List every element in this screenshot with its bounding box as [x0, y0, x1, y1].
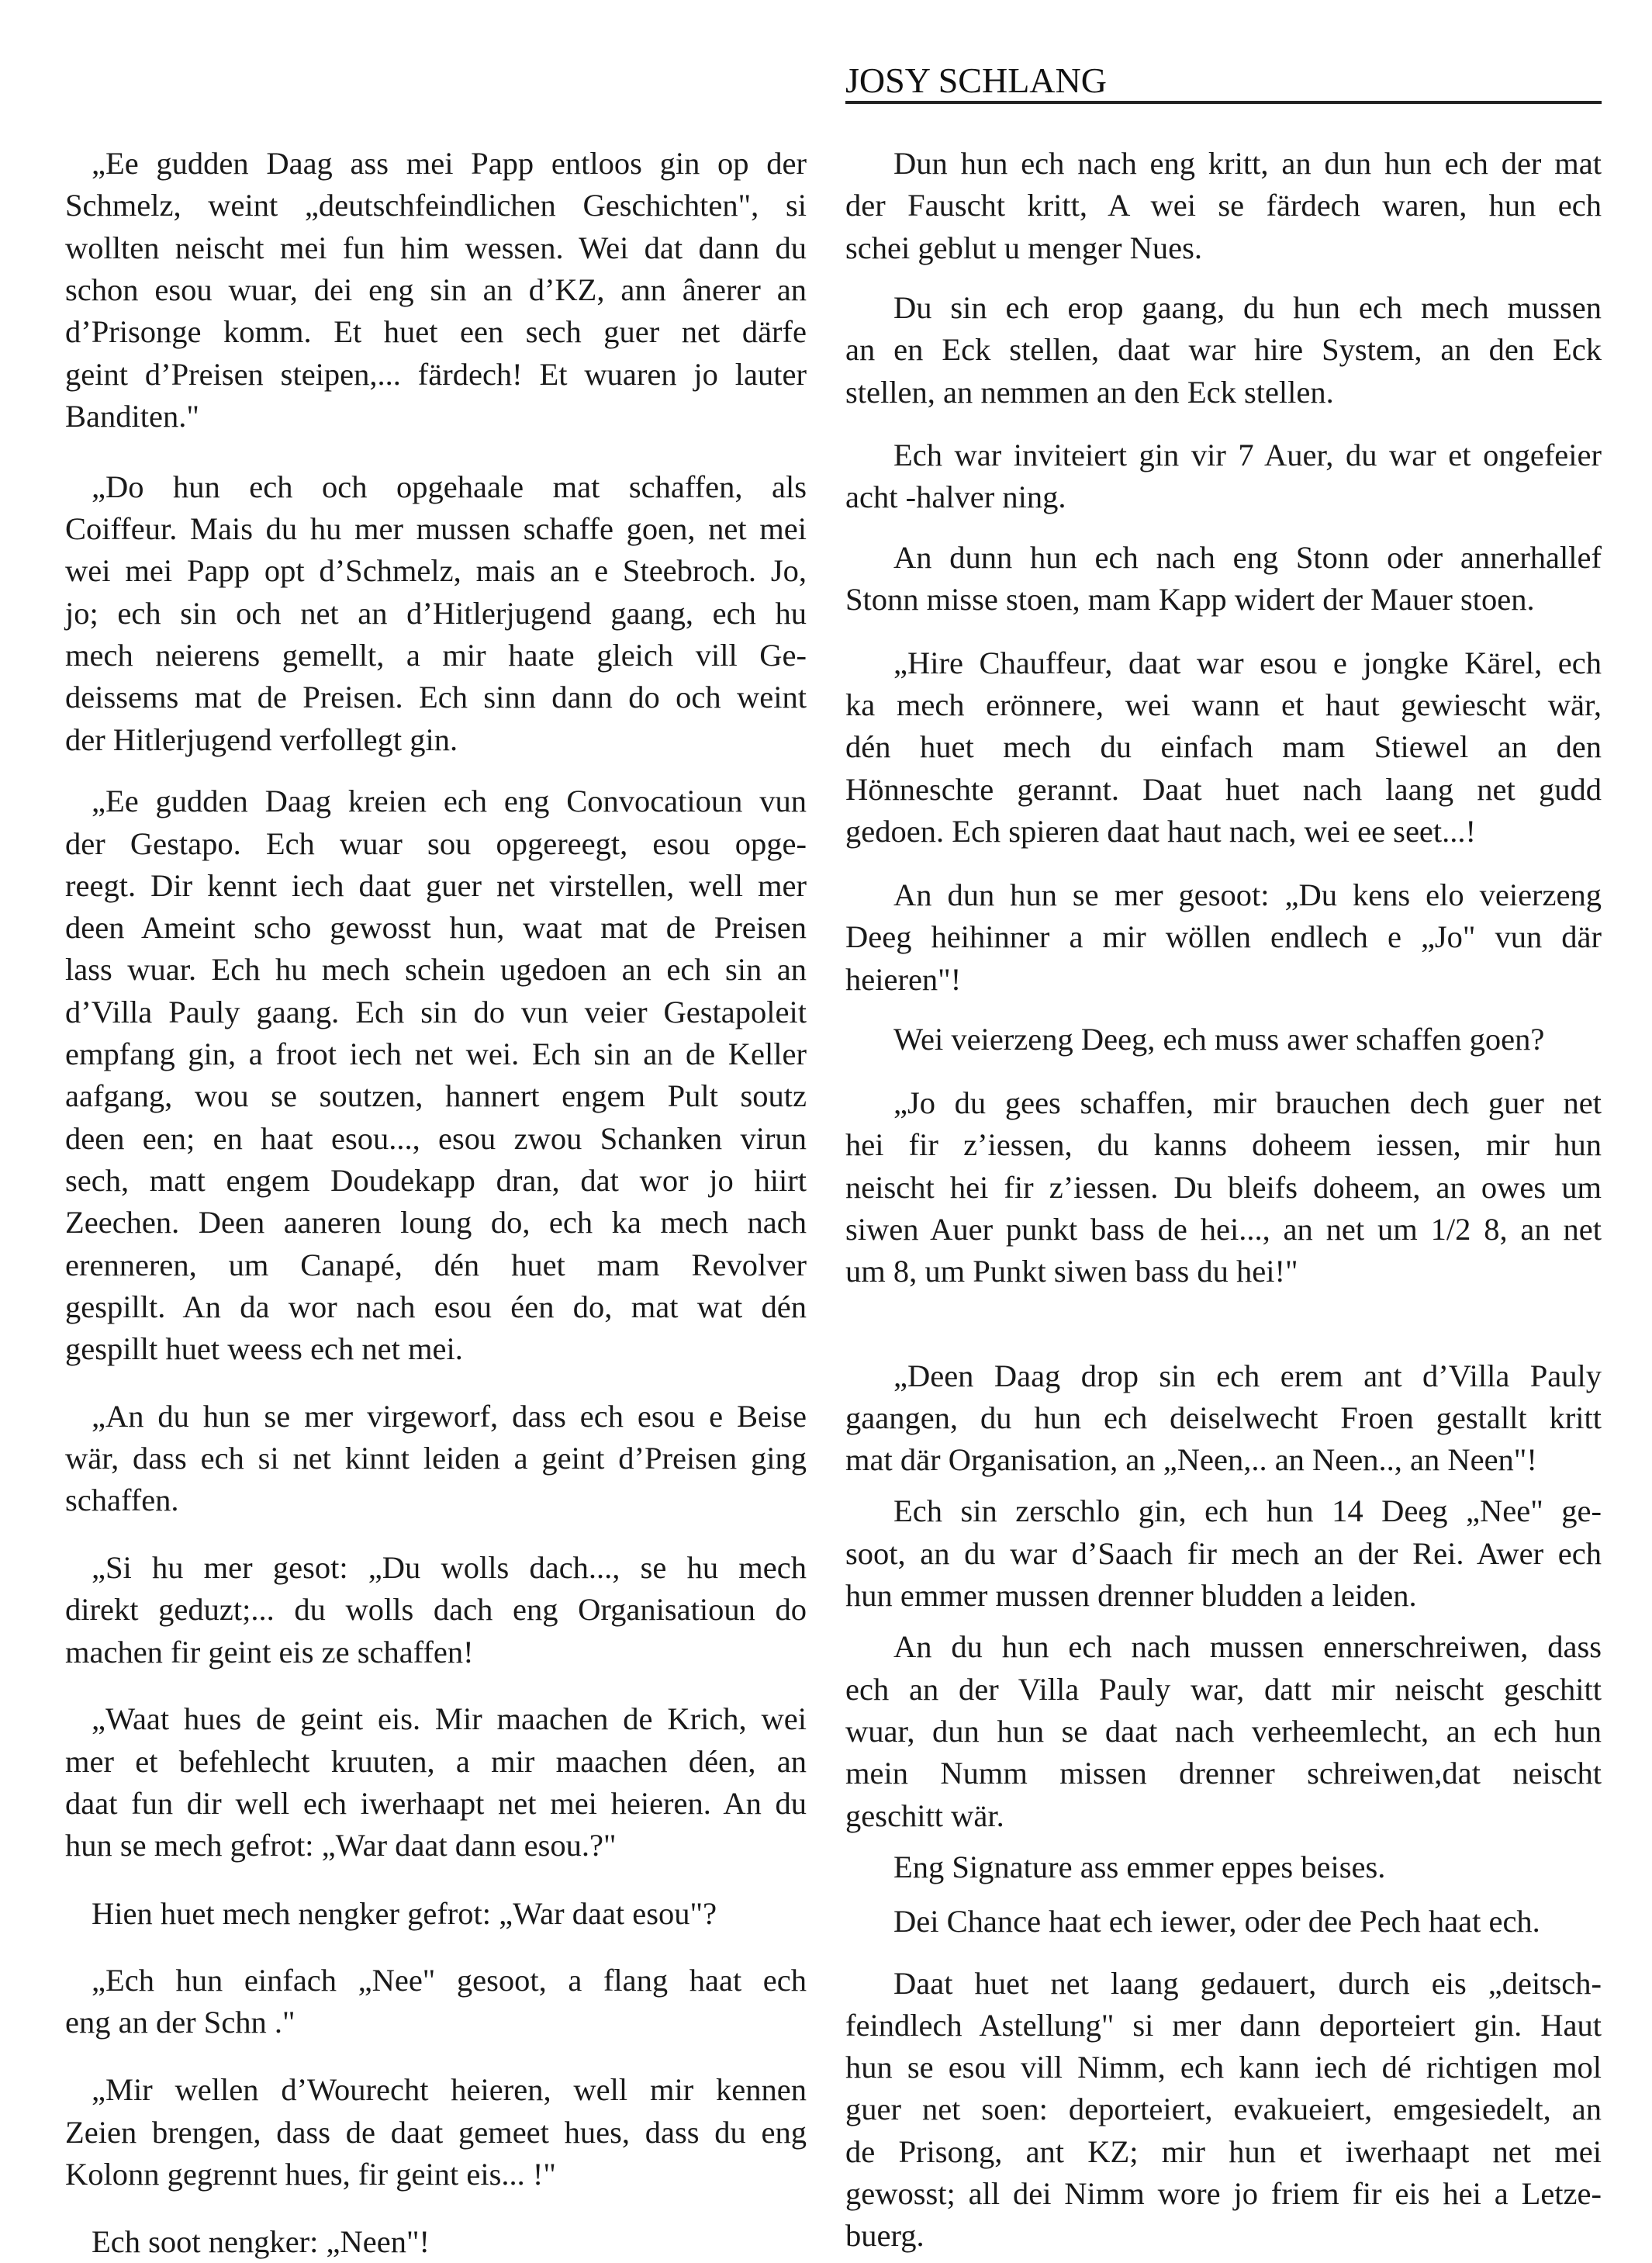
text-line: direkt geduzt;... du wolls dach eng Organisatioun do	[65, 1592, 807, 1628]
text-line: „Waat hues de geint eis. Mir maachen de Krich, wei	[92, 1701, 807, 1737]
text-line: heieren"!	[845, 961, 962, 997]
text-line: Deeg heihinner a mir wöllen endlech e „Jo" vun där	[845, 919, 1602, 955]
text-line: Ech sin zerschlo gin, ech hun 14 Deeg „Nee" ge-	[893, 1493, 1602, 1529]
text-line: schon esou wuar, dei eng sin an d’KZ, ann ânerer an	[65, 272, 807, 308]
text-line: Schmelz, weint „deutschfeindlichen Geschichten", si	[65, 188, 807, 223]
text-line: Ech soot nengker: „Neen"!	[92, 2223, 430, 2259]
text-line: ka mech erönnere, wei wann et haut gewiescht wär,	[845, 687, 1602, 722]
paragraph	[65, 1547, 807, 1673]
text-line: Kolonn gegrennt hues, fir geint eis... !"	[65, 2156, 556, 2192]
text-line: „Do hun ech och opgehaale mat schaffen, als	[92, 469, 807, 504]
text-line: geint d’Preisen steipen,... färdech! Et wuaren jo lauter	[65, 356, 807, 392]
text-line: schaffen.	[65, 1483, 179, 1518]
text-line: der Gestapo. Ech wuar sou opgereegt, esou opge-	[65, 825, 807, 861]
text-line: reegt. Dir kennt iech daat guer net virstellen, well mer	[65, 867, 807, 903]
text-line: siwen Auer punkt bass de hei..., an net um 1/2 8, an net	[845, 1211, 1602, 1247]
text-line: Eng Signature ass emmer eppes beises.	[893, 1849, 1386, 1884]
text-line: guer net soen: deporteiert, evakueiert, emgesiedelt, an	[845, 2092, 1602, 2127]
text-line: lass wuar. Ech hu mech schein ugedoen an ech sin an	[65, 952, 807, 988]
text-line: „Jo du gees schaffen, mir brauchen dech guer net	[893, 1085, 1602, 1120]
text-line: der Fauscht kritt, A wei se färdech waren, hun ech	[845, 188, 1602, 223]
paragraph	[845, 1846, 1602, 1888]
text-line: mech neierens gemellt, a mir haate gleich vill Ge-	[65, 637, 807, 673]
text-line: gespillt. An da wor nach esou éen do, mat wat dén	[65, 1289, 807, 1324]
paragraph	[65, 466, 807, 761]
paragraph	[65, 143, 807, 438]
text-line: An dun hun se mer gesoot: „Du kens elo veierzeng	[893, 877, 1602, 913]
text-line: jo; ech sin och net an d’Hitlerjugend gaang, ech hu	[65, 595, 807, 631]
text-line: ech an der Villa Pauly war, datt mir neischt geschitt	[845, 1671, 1602, 1707]
paragraph	[845, 1019, 1602, 1061]
text-line: Daat huet net laang gedauert, durch eis „deitsch-	[893, 1965, 1602, 2001]
text-line: daat fun dir well ech iwerhaapt net mei heieren. An du	[65, 1785, 807, 1821]
text-line: erenneren, um Canapé, dén huet mam Revolver	[65, 1247, 807, 1282]
text-line: gewosst; all dei Nimm wore jo friem fir eis hei a Letze-	[845, 2176, 1602, 2212]
text-line: deen Ameint scho gewosst hun, waat mat de Preisen	[65, 910, 807, 946]
paragraph	[65, 1698, 807, 1867]
paragraph	[845, 874, 1602, 1001]
text-line: wei mei Papp opt d’Schmelz, mais an e Steebroch. Jo,	[65, 553, 807, 589]
text-line: Banditen."	[65, 398, 199, 434]
text-line: feindlech Astellung" si mer dann deporteiert gin. Haut	[845, 2007, 1602, 2043]
text-line: um 8, um Punkt siwen bass du hei!"	[845, 1254, 1298, 1289]
text-line: stellen, an nemmen an den Eck stellen.	[845, 374, 1334, 410]
text-line: deissems mat de Preisen. Ech sinn dann do och weint	[65, 680, 807, 715]
text-line: Hönneschte gerannt. Daat huet nach laang net gudd	[845, 771, 1602, 807]
text-line: d’Prisonge komm. Et huet een sech guer net därfe	[65, 314, 807, 350]
paragraph	[845, 1490, 1602, 1617]
text-line: gaangen, du hun ech deiselwecht Froen gestallt kritt	[845, 1400, 1602, 1435]
paragraph	[65, 2221, 807, 2263]
text-line: Hien huet mech nengker gefrot: „War daat esou"?	[92, 1896, 717, 1932]
text-line: Zeechen. Deen aaneren loung do, ech ka mech nach	[65, 1205, 807, 1240]
text-line: An du hun ech nach mussen ennerschreiwen, dass	[893, 1629, 1602, 1665]
page-header	[845, 61, 1602, 104]
paragraph	[845, 1082, 1602, 1292]
paragraph	[845, 1901, 1602, 1943]
paragraph	[845, 537, 1602, 621]
paragraph	[845, 1355, 1602, 1482]
paragraph	[845, 1626, 1602, 1836]
text-line: empfang gin, a froot iech net wei. Ech sin an de Keller	[65, 1036, 807, 1072]
text-line: wär, dass ech si net kinnt leiden a geint d’Preisen ging	[65, 1440, 807, 1476]
text-line: aafgang, wou se soutzen, hannert engem Pult soutz	[65, 1078, 807, 1114]
text-line: schei geblut u menger Nues.	[845, 230, 1202, 265]
paragraph	[65, 2069, 807, 2196]
text-line: der Hitlerjugend verfollegt gin.	[65, 721, 458, 757]
text-line: sech, matt engem Doudekapp dran, dat wor jo hiirt	[65, 1162, 807, 1198]
text-line: geschitt wär.	[845, 1798, 1004, 1833]
text-line: Stonn misse stoen, mam Kapp widert der Mauer stoen.	[845, 582, 1535, 618]
text-line: dén huet mech du einfach mam Stiewel an den	[845, 729, 1602, 765]
text-line: hei fir z’iessen, du kanns doheem iessen, mir hun	[845, 1127, 1602, 1163]
text-line: „Mir wellen d’Wourecht heieren, well mir kennen	[92, 2072, 807, 2108]
text-line: Dun hun ech nach eng kritt, an dun hun ech der mat	[893, 146, 1602, 182]
paragraph	[65, 1893, 807, 1935]
text-line: machen fir geint eis ze schaffen!	[65, 1634, 474, 1670]
text-line: „Ech hun einfach „Nee" gesoot, a flang haat ech	[92, 1962, 807, 1998]
text-line: an en Eck stellen, daat war hire System, an den Eck	[845, 332, 1602, 368]
text-line: Dei Chance haat ech iewer, oder dee Pech haat ech.	[893, 1903, 1540, 1939]
text-line: Ech war inviteiert gin vir 7 Auer, du war et ongefeier	[893, 437, 1602, 472]
text-line: „Hire Chauffeur, daat war esou e jongke Kärel, ech	[893, 645, 1602, 680]
text-line: neischt hei fir z’iessen. Du bleifs doheem, an owes um	[845, 1169, 1602, 1205]
paragraph	[65, 1396, 807, 1522]
paragraph	[845, 642, 1602, 853]
text-line: mein Numm missen drenner schreiwen,dat neischt	[845, 1756, 1602, 1791]
text-line: deen een; en haat esou..., esou zwou Schanken virun	[65, 1120, 807, 1156]
text-line: gespillt huet weess ech net mei.	[65, 1331, 463, 1367]
text-line: „Si hu mer gesot: „Du wolls dach..., se hu mech	[92, 1549, 807, 1585]
text-line: wuar, dun hun se daat nach verheemlecht, an ech hun	[845, 1713, 1602, 1749]
text-line: „An du hun se mer virgeworf, dass ech esou e Beise	[92, 1398, 807, 1434]
text-line: „Deen Daag drop sin ech erem ant d’Villa Pauly	[893, 1358, 1602, 1393]
text-line: wollten neischt mei fun him wessen. Wei dat dann du	[65, 230, 807, 265]
paragraph	[845, 143, 1602, 269]
text-line: gedoen. Ech spieren daat haut nach, wei ee seet...!	[845, 813, 1477, 849]
paragraph	[65, 780, 807, 1370]
text-line: Du sin ech erop gaang, du hun ech mech mussen	[893, 290, 1602, 326]
paragraph	[65, 1960, 807, 2044]
text-line: Zeien brengen, dass de daat gemeet hues, dass du eng	[65, 2114, 807, 2150]
text-line: mer et befehlecht kruuten, a mir maachen déen, an	[65, 1743, 807, 1779]
text-line: mat där Organisation, an „Neen,.. an Neen.., an Neen"!	[845, 1442, 1537, 1478]
text-line: „Ee gudden Daag ass mei Papp entloos gin op der	[92, 146, 807, 182]
text-line: „Ee gudden Daag kreien ech eng Convocatioun vun	[92, 784, 807, 819]
text-line: de Prisong, ant KZ; mir hun et iwerhaapt net mei	[845, 2133, 1602, 2169]
text-line: buerg.	[845, 2218, 924, 2254]
text-line: hun emmer mussen drenner bludden a leiden.	[845, 1578, 1417, 1614]
paragraph	[845, 1963, 1602, 2258]
text-line: d’Villa Pauly gaang. Ech sin do vun veier Gestapoleit	[65, 994, 807, 1029]
text-line: hun se mech gefrot: „War daat dann esou.?"	[65, 1828, 617, 1863]
text-line: An dunn hun ech nach eng Stonn oder annerhallef	[893, 539, 1602, 575]
text-line: soot, an du war d’Saach fir mech an der Rei. Awer ech	[845, 1535, 1602, 1571]
author-name: JOSY SCHLANG	[845, 61, 1107, 100]
paragraph	[845, 434, 1602, 519]
text-line: hun se esou vill Nimm, ech kann iech dé richtigen mol	[845, 2050, 1602, 2085]
text-line: eng an der Schn ."	[65, 2005, 295, 2040]
text-line: Coiffeur. Mais du hu mer mussen schaffe goen, net mei	[65, 511, 807, 547]
text-line: acht -halver ning.	[845, 479, 1066, 515]
text-line: Wei veierzeng Deeg, ech muss awer schaffen goen?	[893, 1022, 1545, 1057]
paragraph	[845, 287, 1602, 413]
